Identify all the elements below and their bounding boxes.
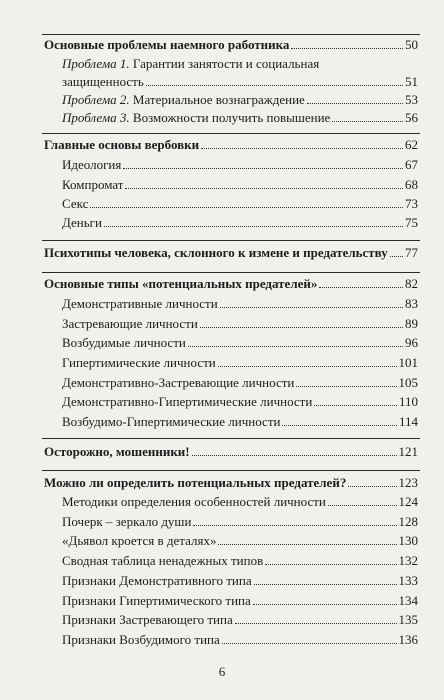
leader-dots bbox=[307, 103, 403, 104]
toc-title-text: Главные основы вербовки bbox=[44, 137, 200, 152]
toc-entry-cont-text: защищенность bbox=[62, 74, 144, 89]
toc-page-number: 130 bbox=[398, 533, 418, 548]
leader-dots bbox=[254, 584, 397, 585]
toc-entry-continuation[interactable] bbox=[62, 74, 418, 90]
leader-dots bbox=[200, 327, 403, 328]
toc-page-number: 136 bbox=[398, 632, 418, 647]
leader-dots bbox=[218, 544, 396, 545]
leader-dots bbox=[125, 188, 403, 189]
leader-dots bbox=[193, 525, 396, 526]
toc-page-number: 134 bbox=[398, 593, 418, 608]
toc-page-number: 67 bbox=[405, 157, 418, 172]
toc-page-number: 132 bbox=[398, 553, 418, 568]
leader-dots bbox=[314, 405, 397, 406]
toc-title-text: Можно ли определить потенциальных предателей? bbox=[44, 475, 347, 490]
toc-entry[interactable] bbox=[62, 110, 418, 126]
toc-page-number: 51 bbox=[405, 74, 418, 89]
toc-entry-text: Возбудимо-Гипертимические личности bbox=[62, 414, 281, 429]
leader-dots bbox=[222, 643, 397, 644]
toc-page-number: 77 bbox=[405, 245, 418, 260]
toc-entry[interactable] bbox=[62, 157, 418, 173]
leader-dots bbox=[265, 564, 396, 565]
toc-entry[interactable] bbox=[62, 316, 418, 332]
toc-section-title[interactable] bbox=[44, 137, 418, 153]
toc-entry[interactable] bbox=[62, 394, 418, 410]
toc-entry-text: Деньги bbox=[62, 215, 102, 230]
toc-page-number: 56 bbox=[405, 110, 418, 125]
toc-page-number: 82 bbox=[405, 276, 418, 291]
toc-entry-text: Демонстративно-Гипертимические личности bbox=[62, 394, 313, 409]
toc-entry-prefix: Проблема 1. bbox=[62, 56, 130, 71]
section-divider bbox=[42, 34, 420, 35]
toc-entry[interactable] bbox=[62, 335, 418, 351]
toc-entry[interactable] bbox=[62, 533, 418, 549]
toc-title-text: Психотипы человека, склонного к измене и предательству bbox=[44, 245, 388, 260]
toc-page-number: 89 bbox=[405, 316, 418, 331]
toc-entry-text: Демонстративно-Застревающие личности bbox=[62, 375, 295, 390]
section-divider bbox=[42, 470, 420, 471]
toc-entry-text: Идеология bbox=[62, 157, 122, 172]
toc-page-number: 114 bbox=[398, 414, 418, 429]
page-number: 6 bbox=[218, 664, 226, 679]
toc-page-number: 73 bbox=[405, 196, 418, 211]
toc-page-number: 135 bbox=[398, 612, 418, 627]
leader-dots bbox=[146, 85, 403, 86]
section-divider bbox=[42, 133, 420, 134]
toc-entry[interactable] bbox=[62, 196, 418, 212]
toc-entry[interactable] bbox=[62, 355, 418, 371]
toc-page-number: 128 bbox=[398, 514, 418, 529]
toc-entry[interactable] bbox=[62, 56, 319, 72]
toc-entry[interactable] bbox=[62, 612, 418, 628]
toc-page-number: 53 bbox=[405, 92, 418, 107]
toc-entry-prefix: Проблема 3. bbox=[62, 110, 130, 125]
leader-dots bbox=[218, 366, 397, 367]
section-divider bbox=[42, 240, 420, 241]
toc-entry-text: Гарантии занятости и социальная bbox=[129, 56, 320, 71]
leader-dots bbox=[188, 346, 403, 347]
toc-page-number: 123 bbox=[398, 475, 418, 490]
leader-dots bbox=[348, 486, 396, 487]
toc-page-number: 96 bbox=[405, 335, 418, 350]
toc-entry-text: «Дьявол кроется в деталях» bbox=[62, 533, 217, 548]
toc-entry[interactable] bbox=[62, 593, 418, 609]
toc-entry-text: Сводная таблица ненадежных типов bbox=[62, 553, 264, 568]
toc-page-number: 62 bbox=[405, 137, 418, 152]
toc-entry-text: Демонстративные личности bbox=[62, 296, 218, 311]
toc-entry[interactable] bbox=[62, 375, 418, 391]
leader-dots bbox=[90, 207, 403, 208]
leader-dots bbox=[220, 307, 403, 308]
toc-entry[interactable] bbox=[62, 215, 418, 231]
toc-section-title[interactable] bbox=[44, 475, 418, 491]
toc-entry-text: Секс bbox=[62, 196, 89, 211]
toc-page-number: 105 bbox=[398, 375, 418, 390]
leader-dots bbox=[332, 121, 403, 122]
leader-dots bbox=[390, 256, 403, 257]
toc-entry-text: Почерк – зеркало души bbox=[62, 514, 192, 529]
toc-section-title[interactable] bbox=[44, 276, 418, 292]
toc-entry-prefix: Проблема 2. bbox=[62, 92, 130, 107]
toc-title-text: Осторожно, мошенники! bbox=[44, 444, 190, 459]
toc-page-number: 124 bbox=[398, 494, 418, 509]
leader-dots bbox=[201, 148, 403, 149]
toc-page-number: 83 bbox=[405, 296, 418, 311]
toc-page-number: 75 bbox=[405, 215, 418, 230]
toc-page-number: 121 bbox=[398, 444, 418, 459]
toc-entry[interactable] bbox=[62, 296, 418, 312]
toc-entry-text: Возможности получить повышение bbox=[129, 110, 331, 125]
leader-dots bbox=[192, 455, 397, 456]
leader-dots bbox=[123, 168, 403, 169]
toc-entry[interactable] bbox=[62, 414, 418, 430]
section-divider bbox=[42, 272, 420, 273]
toc-title-text: Основные проблемы наемного работника bbox=[44, 37, 290, 52]
leader-dots bbox=[319, 287, 403, 288]
toc-entry[interactable] bbox=[62, 632, 418, 648]
toc-entry-text: Возбудимые личности bbox=[62, 335, 186, 350]
toc-entry-text: Признаки Возбудимого типа bbox=[62, 632, 220, 647]
section-divider bbox=[42, 438, 420, 439]
toc-page-number: 110 bbox=[398, 394, 418, 409]
toc-entry-text: Застревающие личности bbox=[62, 316, 198, 331]
leader-dots bbox=[235, 623, 397, 624]
toc-section-title[interactable] bbox=[44, 37, 418, 53]
toc-entry[interactable] bbox=[62, 573, 418, 589]
toc-entry-text: Признаки Застревающего типа bbox=[62, 612, 233, 627]
toc-entry-text: Методики определения особенностей личности bbox=[62, 494, 326, 509]
toc-page-number: 68 bbox=[405, 177, 418, 192]
toc-page-number: 101 bbox=[398, 355, 418, 370]
toc-entry[interactable] bbox=[62, 494, 418, 510]
toc-entry[interactable] bbox=[62, 553, 418, 569]
toc-entry-text: Признаки Гипертимического типа bbox=[62, 593, 251, 608]
leader-dots bbox=[291, 48, 403, 49]
toc-title-text: Основные типы «потенциальных предателей» bbox=[44, 276, 318, 291]
toc-section-title[interactable] bbox=[44, 245, 418, 261]
toc-section-title[interactable] bbox=[44, 444, 418, 460]
toc-page-number: 50 bbox=[405, 37, 418, 52]
leader-dots bbox=[253, 604, 397, 605]
toc-entry-text: Материальное вознаграждение bbox=[129, 92, 305, 107]
leader-dots bbox=[104, 226, 403, 227]
toc-entry-text: Гипертимические личности bbox=[62, 355, 216, 370]
leader-dots bbox=[282, 425, 397, 426]
toc-entry[interactable] bbox=[62, 92, 418, 108]
toc-page-number: 133 bbox=[398, 573, 418, 588]
toc-entry-text: Компромат bbox=[62, 177, 124, 192]
toc-entry[interactable] bbox=[62, 514, 418, 530]
toc-entry-text: Признаки Демонстративного типа bbox=[62, 573, 252, 588]
leader-dots bbox=[296, 386, 396, 387]
toc-entry[interactable] bbox=[62, 177, 418, 193]
leader-dots bbox=[328, 505, 397, 506]
